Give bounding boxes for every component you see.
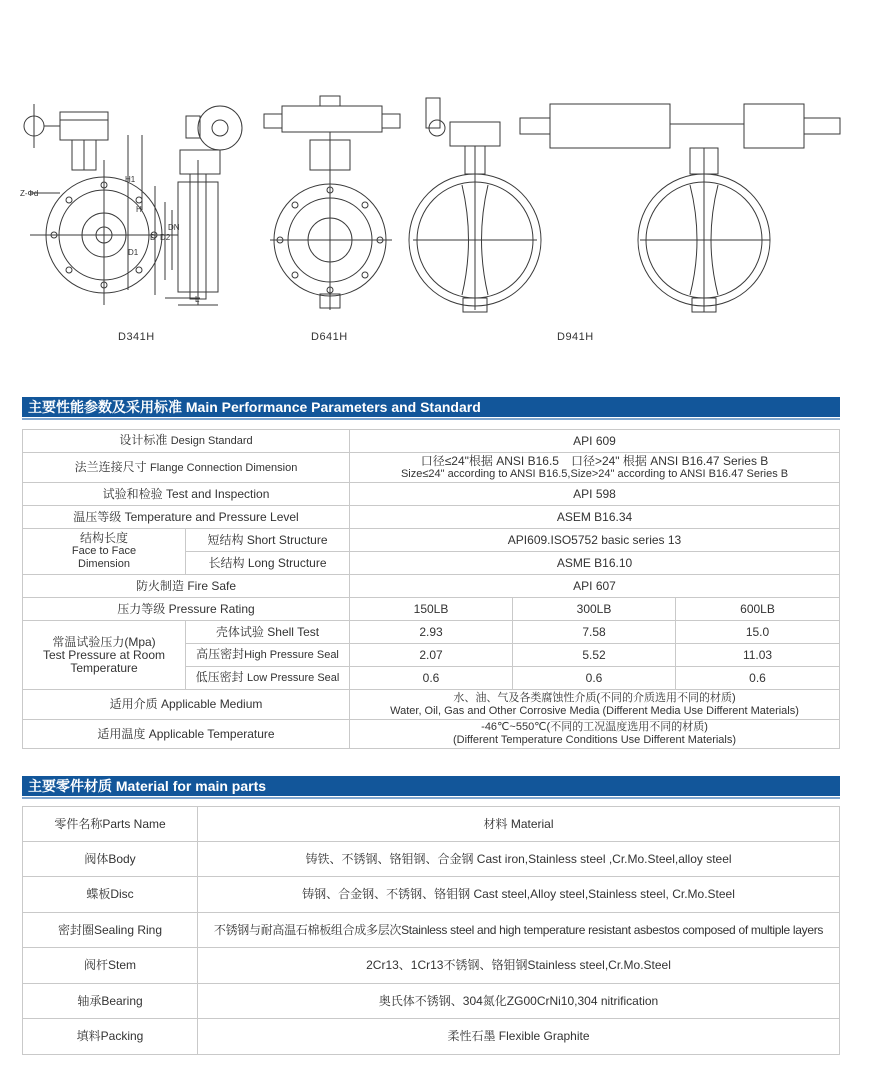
table-header-row xyxy=(23,807,840,842)
part-name: 密封圈Sealing Ring xyxy=(23,913,198,948)
sub-label-cn: 短结构 xyxy=(207,532,244,547)
label-en-1: Test Pressure at Room xyxy=(42,647,166,662)
table-row xyxy=(23,1019,840,1055)
part-material: 2Cr13、1Cr13不锈钢、铬钼钢Stainless steel,Cr.Mo.Steel xyxy=(198,948,840,984)
value-line-1: -46℃~550℃(不同的工况温度选用不同的材质) xyxy=(481,721,708,733)
table-row xyxy=(23,690,840,720)
sub-label-en: Long Structure xyxy=(247,555,327,570)
label-en: Flange Connection Dimension xyxy=(149,461,298,474)
table-row xyxy=(23,506,840,529)
value: 2.93 xyxy=(350,621,513,644)
value-300lb: 300LB xyxy=(513,598,676,621)
d341h-side-drawing xyxy=(155,106,242,305)
table-row xyxy=(23,483,840,506)
value: 5.52 xyxy=(513,644,676,667)
sub-label-cn: 高压密封 xyxy=(196,647,245,661)
label-en: Design Standard xyxy=(170,435,253,447)
section-title-performance: 主要性能参数及采用标准 Main Performance Parameters and Standard xyxy=(22,397,840,417)
table-row xyxy=(23,842,840,877)
table-row xyxy=(23,430,840,453)
table-row xyxy=(23,598,840,621)
label-en: Fire Safe xyxy=(187,578,237,593)
label-cn: 试验和检验 xyxy=(102,486,163,501)
table-row xyxy=(23,575,840,598)
label-cn: 防火制造 xyxy=(135,578,184,593)
value: 7.58 xyxy=(513,621,676,644)
dim-label-d2: D2 xyxy=(160,233,171,242)
part-name: 填料Packing xyxy=(23,1019,198,1055)
section-title-material: 主要零件材质 Material for main parts xyxy=(22,776,840,796)
valve-drawings xyxy=(0,90,883,320)
value-line-2: (Different Temperature Conditions Use Different Materials) xyxy=(452,734,737,746)
header-parts-name: 零件名称Parts Name xyxy=(23,807,198,842)
value: 0.6 xyxy=(513,667,676,690)
value: 15.0 xyxy=(676,621,840,644)
sub-label-en: High Pressure Seal xyxy=(244,649,339,661)
label-cn: 常温试验压力(Mpa) xyxy=(52,634,156,649)
value-line-2: Size≤24" according to ANSI B16.5,Size>24" according to ANSI B16.47 Series B xyxy=(400,467,789,480)
d941h-right-drawing xyxy=(520,104,840,312)
dim-label-dn: DN xyxy=(168,223,180,232)
table-row xyxy=(23,877,840,913)
label-cn: 温压等级 xyxy=(73,509,122,524)
sub-label-cn: 低压密封 xyxy=(195,670,244,684)
label-cn: 适用温度 xyxy=(97,726,146,741)
part-material: 铸钢、合金钢、不锈钢、铬钼钢 Cast steel,Alloy steel,Stainless steel, Cr.Mo.Steel xyxy=(198,877,840,913)
value: API 607 xyxy=(350,575,840,598)
label-en-2: Temperature xyxy=(70,660,138,675)
dim-label-d: D xyxy=(150,233,156,242)
d941h-left-drawing xyxy=(409,98,541,312)
part-material: 柔性石墨 Flexible Graphite xyxy=(198,1019,840,1055)
value: 11.03 xyxy=(676,644,840,667)
part-material: 奥氏体不锈钢、304氮化ZG00CrNi10,304 nitrification xyxy=(198,984,840,1019)
value: ASEM B16.34 xyxy=(350,506,840,529)
label-en-2: Dimension xyxy=(78,558,130,570)
label-cn: 适用介质 xyxy=(109,697,158,711)
header-material: 材料 Material xyxy=(198,807,840,842)
value-line-1: 口径≤24"根据 ANSI B16.5 口径>24" 根据 ANSI B16.47 Series B xyxy=(420,453,769,468)
table-row xyxy=(23,529,840,552)
sub-label-en: Low Pressure Seal xyxy=(247,672,340,684)
value: API 598 xyxy=(350,483,840,506)
label-en-1: Face to Face xyxy=(71,545,137,557)
value: ASME B16.10 xyxy=(350,552,840,575)
dim-label-h1: H1 xyxy=(125,175,136,184)
value: 0.6 xyxy=(676,667,840,690)
value-line-2: Water, Oil, Gas and Other Corrosive Media (Different Media Use Different Materials) xyxy=(390,704,799,717)
table-row xyxy=(23,621,840,644)
table-row xyxy=(23,720,840,749)
dim-label-l: L xyxy=(195,295,200,304)
label-en: Test and Inspection xyxy=(165,486,270,501)
value: 0.6 xyxy=(350,667,513,690)
value: 2.07 xyxy=(350,644,513,667)
table-row xyxy=(23,948,840,984)
sub-label-cn: 长结构 xyxy=(208,555,245,570)
performance-table xyxy=(22,429,840,749)
label-en: Applicable Medium xyxy=(160,697,263,711)
label-cn: 法兰连接尺寸 xyxy=(74,459,147,474)
label-cn: 结构长度 xyxy=(79,531,128,545)
d641h-drawing xyxy=(264,96,400,310)
part-name: 阀杆Stem xyxy=(23,948,198,984)
table-row xyxy=(23,913,840,948)
dim-label-h: H xyxy=(136,205,142,214)
value: API609.ISO5752 basic series 13 xyxy=(350,529,840,552)
part-name: 蝶板Disc xyxy=(23,877,198,913)
dim-label-z: Z-Φd xyxy=(20,189,39,198)
part-name: 轴承Bearing xyxy=(23,984,198,1019)
caption-d341h: D341H xyxy=(118,331,155,343)
part-material: 铸铁、不锈钢、铬钼钢、合金钢 Cast iron,Stainless steel ,Cr.Mo.Steel,alloy steel xyxy=(198,842,840,877)
dim-label-d1: D1 xyxy=(128,248,139,257)
value-600lb: 600LB xyxy=(676,598,840,621)
value: API 609 xyxy=(350,430,840,453)
sub-label-en: Shell Test xyxy=(267,624,320,639)
sub-label-cn: 壳体试验 xyxy=(215,624,264,639)
table-row xyxy=(23,984,840,1019)
caption-d641h: D641H xyxy=(311,331,348,343)
part-material: 不锈钢与耐高温石棉板组合成多层次Stainless steel and high temperature resistant asbestos composed of multiple layers xyxy=(198,913,840,948)
caption-d941h: D941H xyxy=(557,331,594,343)
label-en: Applicable Temperature xyxy=(148,726,275,741)
label-cn: 设计标准 xyxy=(119,433,168,447)
material-table xyxy=(22,806,840,1055)
sub-label-en: Short Structure xyxy=(246,532,328,547)
value-line-1: 水、油、气及各类腐蚀性介质(不同的介质选用不同的材质) xyxy=(453,691,736,704)
label-en: Pressure Rating xyxy=(168,601,255,616)
table-row xyxy=(23,453,840,483)
label-en: Temperature and Pressure Level xyxy=(124,509,299,524)
value-150lb: 150LB xyxy=(350,598,513,621)
label-cn: 压力等级 xyxy=(117,601,166,616)
part-name: 阀体Body xyxy=(23,842,198,877)
